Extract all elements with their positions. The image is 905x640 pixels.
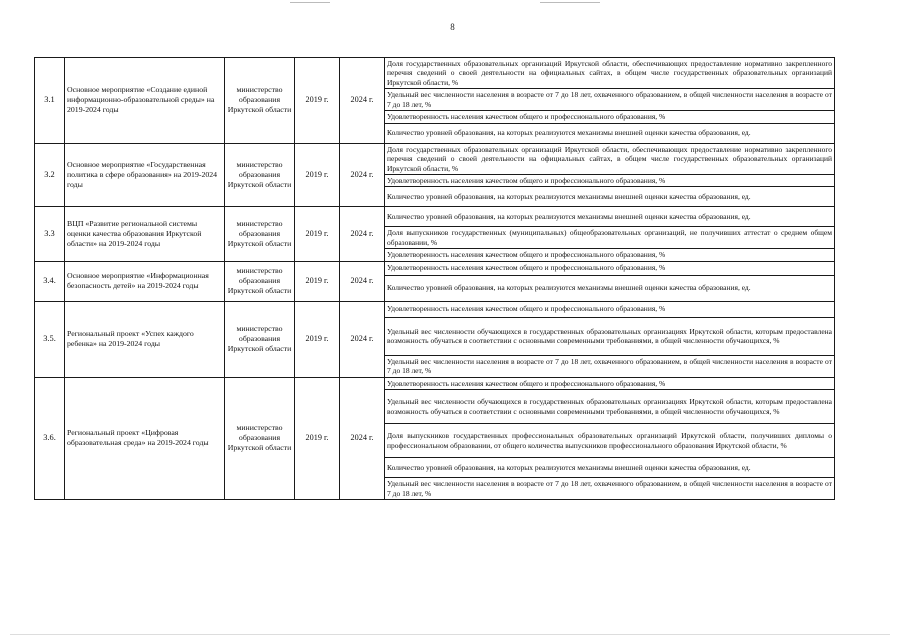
indicator-cell: Количество уровней образования, на которых реализуются механизмы внешней оценки качества образования, ед.	[385, 123, 835, 143]
indicator-cell: Количество уровней образования, на которых реализуются механизмы внешней оценки качества образования, ед.	[385, 275, 835, 301]
indicator-cell: Доля выпускников государственных профессиональных образовательных организаций Иркутской области, получивших дипломы о профессиональном образовании, от общего количества выпускников профессионального образования Иркутской области, %	[385, 424, 835, 458]
start-year: 2019 г.	[295, 301, 340, 377]
row-number: 3.2	[35, 143, 65, 207]
table-row	[35, 207, 835, 227]
indicator-cell: Удовлетворенность населения качеством общего и профессионального образования, %	[385, 301, 835, 317]
scan-artifact-top-left	[290, 2, 330, 3]
program-activities-table	[34, 57, 835, 500]
executor: министерство образования Иркутской области	[225, 207, 295, 261]
indicator-cell: Доля государственных образовательных организаций Иркутской области, обеспечивающих предоставление нормативно закрепленного перечня сведений о своей деятельности на официальных сайтах, в общем числе государственных образовательных организаций Иркутской области, %	[385, 58, 835, 89]
table-row	[35, 377, 835, 389]
activity-name: Региональный проект «Цифровая образовательная среда» на 2019-2024 годы	[65, 377, 225, 499]
table-row	[35, 58, 835, 89]
table-row	[35, 143, 835, 174]
start-year: 2019 г.	[295, 207, 340, 261]
executor: министерство образования Иркутской области	[225, 377, 295, 499]
indicator-cell: Удельный вес численности обучающихся в государственных образовательных организациях Иркутской области, которым предоставлена возможность обучаться в соответствии с основными современными требованиями, в общей численности обучающихся, %	[385, 317, 835, 355]
row-number: 3.4.	[35, 261, 65, 301]
activity-name: Региональный проект «Успех каждого ребенка» на 2019-2024 годы	[65, 301, 225, 377]
indicator-cell: Количество уровней образования, на которых реализуются механизмы внешней оценки качества образования, ед.	[385, 187, 835, 207]
executor: министерство образования Иркутской области	[225, 58, 295, 144]
row-number: 3.5.	[35, 301, 65, 377]
indicator-cell: Удельный вес численности населения в возрасте от 7 до 18 лет, охваченного образованием, в общей численности населения в возрасте от 7 до 18 лет, %	[385, 478, 835, 500]
indicator-cell: Доля государственных образовательных организаций Иркутской области, обеспечивающих предоставление нормативно закрепленного перечня сведений о своей деятельности на официальных сайтах, в общем числе государственных образовательных организаций Иркутской области, %	[385, 143, 835, 174]
indicator-cell: Удовлетворенность населения качеством общего и профессионального образования, %	[385, 249, 835, 261]
executor: министерство образования Иркутской области	[225, 261, 295, 301]
end-year: 2024 г.	[340, 58, 385, 144]
table-row	[35, 301, 835, 317]
start-year: 2019 г.	[295, 143, 340, 207]
executor: министерство образования Иркутской области	[225, 143, 295, 207]
indicator-cell: Количество уровней образования, на которых реализуются механизмы внешней оценки качества образования, ед.	[385, 458, 835, 478]
indicator-cell: Доля выпускников государственных (муниципальных) общеобразовательных организаций, не получивших аттестат о среднем общем образовании, %	[385, 227, 835, 249]
activity-name: ВЦП «Развитие региональной системы оценки качества образования Иркутской области» на 2019-2024 годы	[65, 207, 225, 261]
start-year: 2019 г.	[295, 377, 340, 499]
indicator-cell: Удельный вес численности населения в возрасте от 7 до 18 лет, охваченного образованием, в общей численности населения в возрасте от 7 до 18 лет, %	[385, 355, 835, 377]
scan-artifact-top-right	[540, 2, 600, 3]
indicator-cell: Удовлетворенность населения качеством общего и профессионального образования, %	[385, 174, 835, 186]
start-year: 2019 г.	[295, 58, 340, 144]
end-year: 2024 г.	[340, 301, 385, 377]
indicator-cell: Удовлетворенность населения качеством общего и профессионального образования, %	[385, 261, 835, 275]
row-number: 3.1	[35, 58, 65, 144]
indicator-cell: Удовлетворенность населения качеством общего и профессионального образования, %	[385, 377, 835, 389]
indicator-cell: Удельный вес численности обучающихся в государственных образовательных организациях Иркутской области, которым предоставлена возможность обучаться в соответствии с основными современными требованиями, в общей численности обучающихся, %	[385, 390, 835, 424]
indicator-cell: Удельный вес численности населения в возрасте от 7 до 18 лет, охваченного образованием, в общей численности населения в возрасте от 7 до 18 лет, %	[385, 89, 835, 111]
indicator-cell: Удовлетворенность населения качеством общего и профессионального образования, %	[385, 111, 835, 123]
end-year: 2024 г.	[340, 377, 385, 499]
activity-name: Основное мероприятие «Создание единой информационно-образовательной среды» на 2019-2024 годы	[65, 58, 225, 144]
row-number: 3.6.	[35, 377, 65, 499]
end-year: 2024 г.	[340, 207, 385, 261]
row-number: 3.3	[35, 207, 65, 261]
table-row	[35, 261, 835, 275]
activity-name: Основное мероприятие «Информационная безопасность детей» на 2019-2024 годы	[65, 261, 225, 301]
executor: министерство образования Иркутской области	[225, 301, 295, 377]
end-year: 2024 г.	[340, 143, 385, 207]
start-year: 2019 г.	[295, 261, 340, 301]
activity-name: Основное мероприятие «Государственная политика в сфере образования» на 2019-2024 годы	[65, 143, 225, 207]
end-year: 2024 г.	[340, 261, 385, 301]
page-number: 8	[450, 22, 455, 32]
scan-artifact-bottom	[10, 634, 890, 635]
indicator-cell: Количество уровней образования, на которых реализуются механизмы внешней оценки качества образования, ед.	[385, 207, 835, 227]
